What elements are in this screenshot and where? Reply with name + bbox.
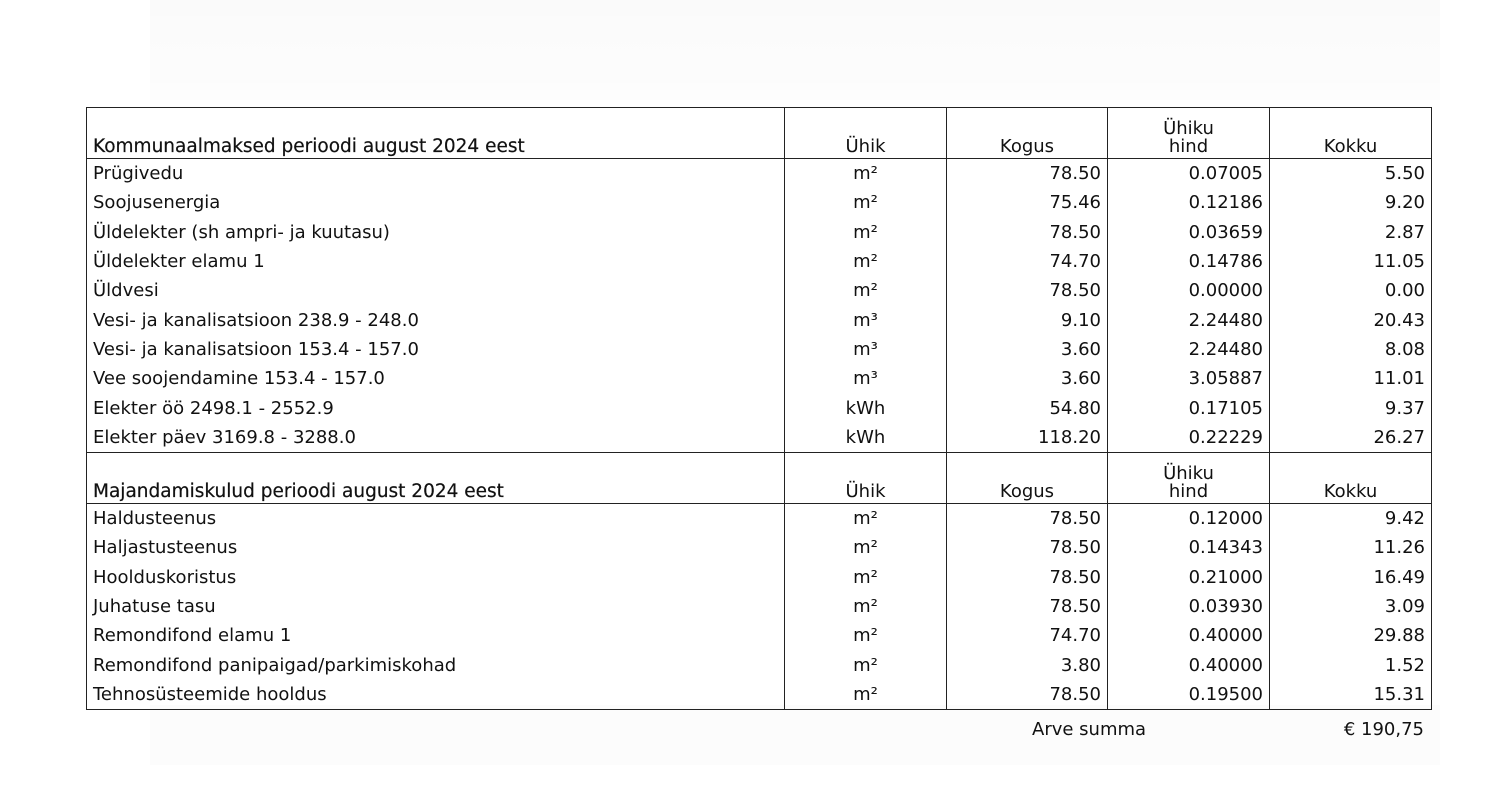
column-header-unit-price <box>1108 108 1270 159</box>
section-header-row <box>87 452 1432 503</box>
row-item-name: Hoolduskoristus <box>87 563 785 592</box>
row-unit: m² <box>785 621 947 650</box>
table-row <box>87 680 1432 710</box>
row-total: 26.27 <box>1270 423 1432 453</box>
section-title: Majandamiskulud perioodi august 2024 eest <box>87 452 785 503</box>
section-title: Kommunaalmaksed perioodi august 2024 eest <box>87 108 785 159</box>
row-unit-price: 0.14343 <box>1108 533 1270 562</box>
row-quantity: 54.80 <box>947 393 1108 422</box>
row-unit-price: 0.40000 <box>1108 650 1270 679</box>
row-total: 9.37 <box>1270 393 1432 422</box>
column-header-unit: Ühik <box>785 108 947 159</box>
row-unit-price: 0.22229 <box>1108 423 1270 453</box>
row-total: 0.00 <box>1270 276 1432 305</box>
row-item-name: Soojusenergia <box>87 188 785 217</box>
table-row <box>87 533 1432 562</box>
table-row <box>87 592 1432 621</box>
row-total: 2.87 <box>1270 218 1432 247</box>
row-quantity: 75.46 <box>947 188 1108 217</box>
row-quantity: 78.50 <box>947 592 1108 621</box>
row-total: 8.08 <box>1270 335 1432 364</box>
row-item-name: Elekter öö 2498.1 - 2552.9 <box>87 393 785 422</box>
table-row <box>87 393 1432 422</box>
row-item-name: Vee soojendamine 153.4 - 157.0 <box>87 364 785 393</box>
row-quantity: 78.50 <box>947 159 1108 189</box>
row-unit: m² <box>785 247 947 276</box>
bill-total-label: Arve summa <box>1032 719 1147 740</box>
table-row <box>87 335 1432 364</box>
row-item-name: Remondifond panipaigad/parkimiskohad <box>87 650 785 679</box>
row-unit-price: 3.05887 <box>1108 364 1270 393</box>
row-unit: kWh <box>785 393 947 422</box>
bill-table <box>86 107 1432 710</box>
unit-price-header-line1: Ühiku <box>1163 118 1214 139</box>
row-unit: m² <box>785 218 947 247</box>
row-total: 3.09 <box>1270 592 1432 621</box>
unit-price-header-line2: hind <box>1168 480 1209 502</box>
row-total: 11.26 <box>1270 533 1432 562</box>
row-quantity: 78.50 <box>947 218 1108 247</box>
column-header-total: Kokku <box>1270 452 1432 503</box>
row-total: 9.42 <box>1270 503 1432 533</box>
row-quantity: 78.50 <box>947 680 1108 710</box>
row-unit-price: 0.21000 <box>1108 563 1270 592</box>
row-unit: m² <box>785 533 947 562</box>
table-row <box>87 503 1432 533</box>
row-unit-price: 2.24480 <box>1108 305 1270 334</box>
row-total: 11.01 <box>1270 364 1432 393</box>
row-unit: m² <box>785 563 947 592</box>
row-unit-price: 0.12186 <box>1108 188 1270 217</box>
row-unit-price: 0.17105 <box>1108 393 1270 422</box>
row-unit: m² <box>785 276 947 305</box>
row-total: 5.50 <box>1270 159 1432 189</box>
row-item-name: Üldvesi <box>87 276 785 305</box>
row-item-name: Haljastusteenus <box>87 533 785 562</box>
row-total: 29.88 <box>1270 621 1432 650</box>
table-row <box>87 621 1432 650</box>
row-total: 16.49 <box>1270 563 1432 592</box>
row-total: 20.43 <box>1270 305 1432 334</box>
row-quantity: 78.50 <box>947 276 1108 305</box>
row-unit: m² <box>785 680 947 710</box>
row-total: 11.05 <box>1270 247 1432 276</box>
row-item-name: Remondifond elamu 1 <box>87 621 785 650</box>
column-header-total: Kokku <box>1270 108 1432 159</box>
row-item-name: Üldelekter (sh ampri- ja kuutasu) <box>87 218 785 247</box>
row-unit-price: 0.12000 <box>1108 503 1270 533</box>
row-quantity: 3.80 <box>947 650 1108 679</box>
unit-price-header-line1: Ühiku <box>1163 462 1214 484</box>
table-row <box>87 159 1432 189</box>
row-unit-price: 0.00000 <box>1108 276 1270 305</box>
row-quantity: 74.70 <box>947 247 1108 276</box>
row-item-name: Vesi- ja kanalisatsioon 238.9 - 248.0 <box>87 305 785 334</box>
table-row <box>87 305 1432 334</box>
row-quantity: 78.50 <box>947 533 1108 562</box>
column-header-unit: Ühik <box>785 452 947 503</box>
row-item-name: Juhatuse tasu <box>87 592 785 621</box>
row-unit: m³ <box>785 335 947 364</box>
row-total: 1.52 <box>1270 650 1432 679</box>
row-item-name: Haldusteenus <box>87 503 785 533</box>
table-row <box>87 276 1432 305</box>
row-unit-price: 0.07005 <box>1108 159 1270 189</box>
table-row <box>87 188 1432 217</box>
row-quantity: 118.20 <box>947 423 1108 453</box>
column-header-quantity: Kogus <box>947 452 1108 503</box>
row-unit: kWh <box>785 423 947 453</box>
row-item-name: Elekter päev 3169.8 - 3288.0 <box>87 423 785 453</box>
row-unit-price: 0.14786 <box>1108 247 1270 276</box>
row-unit-price: 0.03659 <box>1108 218 1270 247</box>
row-total: 9.20 <box>1270 188 1432 217</box>
row-item-name: Tehnosüsteemide hooldus <box>87 680 785 710</box>
row-quantity: 78.50 <box>947 503 1108 533</box>
row-unit: m³ <box>785 364 947 393</box>
row-unit: m² <box>785 650 947 679</box>
row-item-name: Üldelekter elamu 1 <box>87 247 785 276</box>
column-header-quantity: Kogus <box>947 108 1108 159</box>
row-item-name: Prügivedu <box>87 159 785 189</box>
row-unit-price: 0.03930 <box>1108 592 1270 621</box>
row-total: 15.31 <box>1270 680 1432 710</box>
row-quantity: 3.60 <box>947 364 1108 393</box>
row-item-name: Vesi- ja kanalisatsioon 153.4 - 157.0 <box>87 335 785 364</box>
column-header-unit-price <box>1108 452 1270 503</box>
row-unit-price: 0.19500 <box>1108 680 1270 710</box>
table-row <box>87 563 1432 592</box>
row-quantity: 74.70 <box>947 621 1108 650</box>
row-unit: m² <box>785 503 947 533</box>
bill-total-value: € 190,75 <box>1343 719 1424 740</box>
blurred-header-area <box>150 0 1440 100</box>
row-unit: m² <box>785 188 947 217</box>
table-row <box>87 247 1432 276</box>
row-unit: m³ <box>785 305 947 334</box>
row-quantity: 9.10 <box>947 305 1108 334</box>
unit-price-header-line2: hind <box>1168 136 1209 157</box>
row-unit: m² <box>785 592 947 621</box>
table-row <box>87 364 1432 393</box>
row-quantity: 78.50 <box>947 563 1108 592</box>
row-unit-price: 0.40000 <box>1108 621 1270 650</box>
row-quantity: 3.60 <box>947 335 1108 364</box>
section-header-row <box>87 108 1432 159</box>
table-row <box>87 423 1432 453</box>
row-unit-price: 2.24480 <box>1108 335 1270 364</box>
table-row <box>87 650 1432 679</box>
table-row <box>87 218 1432 247</box>
blurred-footer-area <box>150 705 1440 765</box>
row-unit: m² <box>785 159 947 189</box>
